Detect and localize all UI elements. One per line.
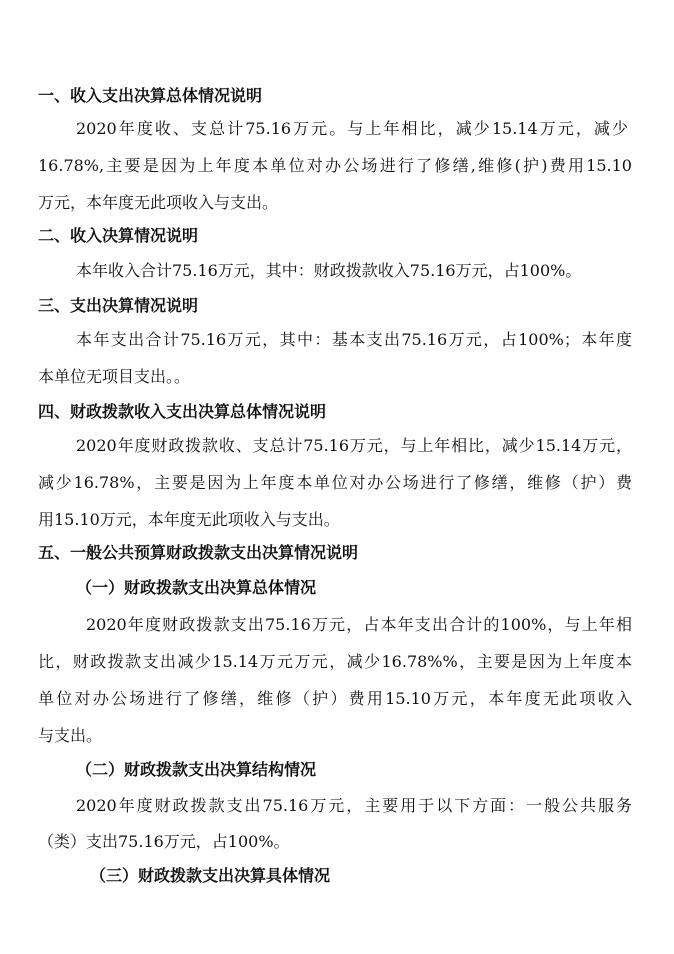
paragraph-line: 16.78%,主要是因为上年度本单位对办公场进行了修缮,维修(护)费用15.10 xyxy=(38,156,632,175)
section-heading-income-expenditure-overview: 一、收入支出决算总体情况说明 xyxy=(38,86,263,105)
paragraph-line: 单位对办公场进行了修缮，维修（护）费用15.10万元，本年度无此项收入 xyxy=(38,689,632,708)
paragraph-line: 本单位无项目支出。。 xyxy=(38,367,191,386)
section-heading-general-public-budget: 五、一般公共预算财政拨款支出决算情况说明 xyxy=(38,543,359,562)
paragraph-line: 2020年度财政拨款支出75.16万元，主要用于以下方面：一般公共服务 xyxy=(76,796,632,815)
subsection-heading-details: （三）财政拨款支出决算具体情况 xyxy=(90,866,331,885)
paragraph-line: 用15.10万元，本年度无此项收入与支出。 xyxy=(38,510,340,529)
section-heading-expenditure: 三、支出决算情况说明 xyxy=(38,296,199,315)
section-heading-fiscal-appropriation-overview: 四、财政拨款收入支出决算总体情况说明 xyxy=(38,402,327,421)
subsection-heading-structure: （二）财政拨款支出决算结构情况 xyxy=(76,760,317,779)
subsection-heading-overview: （一）财政拨款支出决算总体情况 xyxy=(76,578,317,597)
paragraph-line: （类）支出75.16万元，占100%。 xyxy=(38,832,290,851)
paragraph-line: 与支出。 xyxy=(38,726,103,745)
paragraph-line: 2020年度财政拨款支出75.16万元，占本年支出合计的100%，与上年相 xyxy=(86,615,632,634)
paragraph-line: 万元，本年度无此项收入与支出。 xyxy=(38,193,279,212)
paragraph-line: 本年收入合计75.16万元，其中：财政拨款收入75.16万元，占100%。 xyxy=(76,261,582,280)
paragraph-line: 2020年度财政拨款收、支总计75.16万元，与上年相比，减少15.14万元， xyxy=(76,436,632,455)
paragraph-line: 本年支出合计75.16万元，其中：基本支出75.16万元，占100%；本年度 xyxy=(76,330,632,349)
section-heading-income: 二、收入决算情况说明 xyxy=(38,226,199,245)
paragraph-line: 减少16.78%，主要是因为上年度本单位对办公场进行了修缮，维修（护）费 xyxy=(38,473,632,492)
paragraph-line: 比，财政拨款支出减少15.14万元万元，减少16.78%%，主要是因为上年度本 xyxy=(38,652,632,671)
paragraph-line: 2020年度收、支总计75.16万元。与上年相比，减少15.14万元，减少 xyxy=(76,119,628,138)
